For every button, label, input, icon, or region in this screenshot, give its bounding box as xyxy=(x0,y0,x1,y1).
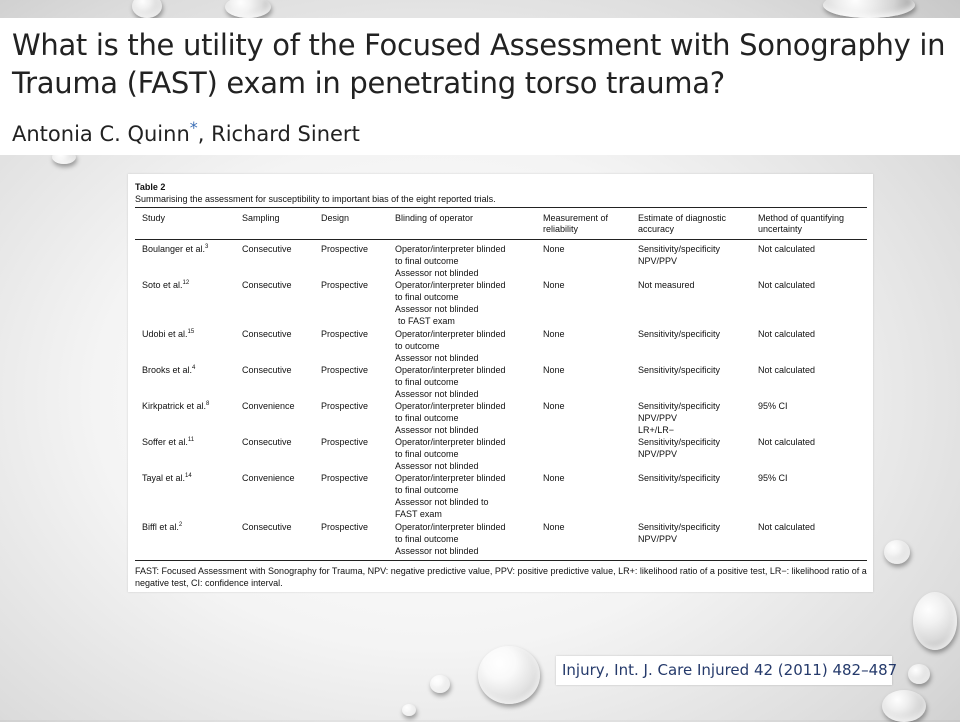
design-cell: Prospective xyxy=(321,365,369,375)
design-cell: Prospective xyxy=(321,473,369,483)
reliability-cell: None xyxy=(543,522,565,532)
accuracy-cell xyxy=(638,364,720,376)
blinding-line: Assessor not blinded xyxy=(395,389,479,399)
blinding-line: FAST exam xyxy=(395,509,442,519)
paper-header xyxy=(0,18,960,155)
sampling-cell: Convenience xyxy=(242,401,295,411)
water-drop xyxy=(402,704,416,716)
accuracy-line: Sensitivity/specificity xyxy=(638,437,721,447)
author-first: Antonia C. Quinn xyxy=(12,122,190,146)
blinding-cell xyxy=(395,364,506,400)
header-study: Study xyxy=(142,213,166,223)
blinding-cell xyxy=(395,279,506,327)
header-reliability: Measurement of reliability xyxy=(543,213,609,234)
study-ref: 8 xyxy=(206,401,210,407)
uncertainty-cell: Not calculated xyxy=(758,437,816,447)
study-cell xyxy=(142,279,189,291)
design-cell: Prospective xyxy=(321,401,369,411)
accuracy-cell xyxy=(638,400,720,436)
study-name: Boulanger et al. xyxy=(142,244,206,254)
study-cell xyxy=(142,436,194,448)
water-drop xyxy=(913,592,957,650)
table-header-rule xyxy=(135,239,867,240)
study-cell xyxy=(142,521,182,533)
water-drop xyxy=(882,690,926,722)
accuracy-line: Sensitivity/specificity xyxy=(638,401,721,411)
table-caption-text: Summarising the assessment for susceptibility to important bias of the eight reported trials. xyxy=(135,194,496,204)
reliability-cell: None xyxy=(543,365,565,375)
table-label: Table 2 xyxy=(135,182,166,192)
blinding-line: to final outcome xyxy=(395,256,459,266)
blinding-cell xyxy=(395,521,506,557)
accuracy-cell xyxy=(638,279,695,291)
study-name: Biffl et al. xyxy=(142,522,179,532)
design-cell: Prospective xyxy=(321,522,369,532)
blinding-line: to final outcome xyxy=(395,377,459,387)
accuracy-line: NPV/PPV xyxy=(638,449,678,459)
blinding-line: Operator/interpreter blinded xyxy=(395,365,506,375)
study-cell xyxy=(142,328,194,340)
uncertainty-cell: Not calculated xyxy=(758,280,816,290)
uncertainty-cell: 95% CI xyxy=(758,401,788,411)
blinding-line: to final outcome xyxy=(395,413,459,423)
blinding-line: Operator/interpreter blinded xyxy=(395,280,506,290)
water-drop xyxy=(225,0,271,18)
accuracy-line: LR+/LR− xyxy=(638,425,675,435)
accuracy-line: Sensitivity/specificity xyxy=(638,473,721,483)
water-drop xyxy=(884,540,910,564)
blinding-line: to FAST exam xyxy=(398,316,455,326)
study-name: Soffer et al. xyxy=(142,437,188,447)
reliability-cell: None xyxy=(543,280,565,290)
design-cell: Prospective xyxy=(321,329,369,339)
reliability-cell: None xyxy=(543,473,565,483)
paper-title: What is the utility of the Focused Assessment with Sonography in Trauma (FAST) exam in penetrating torso trauma? xyxy=(12,28,946,100)
blinding-line: Operator/interpreter blinded xyxy=(395,401,506,411)
design-cell: Prospective xyxy=(321,437,369,447)
header-design: Design xyxy=(321,213,350,223)
sampling-cell: Consecutive xyxy=(242,280,292,290)
blinding-line: Assessor not blinded xyxy=(395,353,479,363)
header-blinding: Blinding of operator xyxy=(395,213,474,223)
blinding-line: Operator/interpreter blinded xyxy=(395,329,506,339)
uncertainty-cell: Not calculated xyxy=(758,365,816,375)
blinding-line: Assessor not blinded xyxy=(395,546,479,556)
blinding-line: Operator/interpreter blinded xyxy=(395,244,506,254)
blinding-line: Assessor not blinded xyxy=(395,461,479,471)
blinding-cell xyxy=(395,400,506,436)
blinding-line: to final outcome xyxy=(395,449,459,459)
accuracy-line: Sensitivity/specificity xyxy=(638,329,721,339)
table-caption xyxy=(135,181,496,205)
reliability-cell: None xyxy=(543,244,565,254)
blinding-cell xyxy=(395,472,506,520)
study-name: Udobi et al. xyxy=(142,329,188,339)
study-cell xyxy=(142,472,192,484)
accuracy-cell xyxy=(638,521,720,545)
sampling-cell: Consecutive xyxy=(242,522,292,532)
table-top-rule xyxy=(135,207,867,208)
accuracy-line: NPV/PPV xyxy=(638,534,678,544)
sampling-cell: Consecutive xyxy=(242,244,292,254)
study-ref: 12 xyxy=(182,280,190,286)
blinding-line: Operator/interpreter blinded xyxy=(395,437,506,447)
study-name: Soto et al. xyxy=(142,280,183,290)
header-accuracy: Estimate of diagnostic accuracy xyxy=(638,213,727,234)
blinding-line: to outcome xyxy=(395,341,440,351)
study-ref: 3 xyxy=(205,244,209,250)
study-ref: 14 xyxy=(185,473,192,479)
accuracy-cell xyxy=(638,328,720,340)
design-cell: Prospective xyxy=(321,244,369,254)
study-ref: 4 xyxy=(192,365,196,371)
water-drop xyxy=(430,675,450,693)
study-cell xyxy=(142,364,195,376)
study-cell xyxy=(142,400,209,412)
corresponding-author-mark: * xyxy=(189,118,198,137)
study-cell xyxy=(142,243,208,255)
water-drop xyxy=(908,664,930,684)
blinding-line: Assessor not blinded xyxy=(395,304,479,314)
sampling-cell: Convenience xyxy=(242,473,295,483)
sampling-cell: Consecutive xyxy=(242,329,292,339)
study-name: Kirkpatrick et al. xyxy=(142,401,207,411)
accuracy-cell xyxy=(638,472,720,484)
paper-authors xyxy=(12,118,360,146)
blinding-line: Assessor not blinded xyxy=(395,268,479,278)
header-uncertainty: Method of quantifying uncertainty xyxy=(758,213,845,234)
study-name: Brooks et al. xyxy=(142,365,193,375)
accuracy-line: Not measured xyxy=(638,280,695,290)
study-ref: 11 xyxy=(187,437,195,443)
accuracy-cell xyxy=(638,436,720,460)
water-drop xyxy=(132,0,162,18)
sampling-cell: Consecutive xyxy=(242,365,292,375)
blinding-line: to final outcome xyxy=(395,485,459,495)
blinding-cell xyxy=(395,243,506,279)
accuracy-line: Sensitivity/specificity xyxy=(638,244,721,254)
accuracy-line: NPV/PPV xyxy=(638,256,678,266)
accuracy-line: Sensitivity/specificity xyxy=(638,522,721,532)
water-drop xyxy=(478,646,540,704)
blinding-line: to final outcome xyxy=(395,292,459,302)
water-drop xyxy=(823,0,915,18)
blinding-line: Operator/interpreter blinded xyxy=(395,522,506,532)
reliability-cell: None xyxy=(543,329,565,339)
author-rest: , Richard Sinert xyxy=(197,122,360,146)
sampling-cell: Consecutive xyxy=(242,437,292,447)
header-sampling: Sampling xyxy=(242,213,280,223)
table-figure xyxy=(128,174,873,592)
accuracy-line: Sensitivity/specificity xyxy=(638,365,721,375)
uncertainty-cell: Not calculated xyxy=(758,244,816,254)
study-ref: 2 xyxy=(178,522,183,528)
blinding-line: Assessor not blinded xyxy=(395,425,479,435)
blinding-line: Operator/interpreter blinded xyxy=(395,473,506,483)
accuracy-cell xyxy=(638,243,720,267)
study-name: Tayal et al. xyxy=(142,473,186,483)
study-ref: 15 xyxy=(187,329,195,335)
blinding-cell xyxy=(395,328,506,364)
journal-citation: Injury, Int. J. Care Injured 42 (2011) 482–487 xyxy=(556,656,892,685)
table-bottom-rule xyxy=(135,560,867,561)
uncertainty-cell: Not calculated xyxy=(758,522,816,532)
accuracy-line: NPV/PPV xyxy=(638,413,678,423)
blinding-cell xyxy=(395,436,506,472)
design-cell: Prospective xyxy=(321,280,369,290)
blinding-line: Assessor not blinded to xyxy=(395,497,489,507)
uncertainty-cell: Not calculated xyxy=(758,329,816,339)
reliability-cell: None xyxy=(543,401,565,411)
blinding-line: to final outcome xyxy=(395,534,459,544)
table-footnote: FAST: Focused Assessment with Sonography for Trauma, NPV: negative predictive value, PPV: positive predictive value, LR+: likelihood ratio of a positive test, LR−: likelihood ratio of a negative test, CI: confidence interval. xyxy=(135,566,867,588)
uncertainty-cell: 95% CI xyxy=(758,473,788,483)
